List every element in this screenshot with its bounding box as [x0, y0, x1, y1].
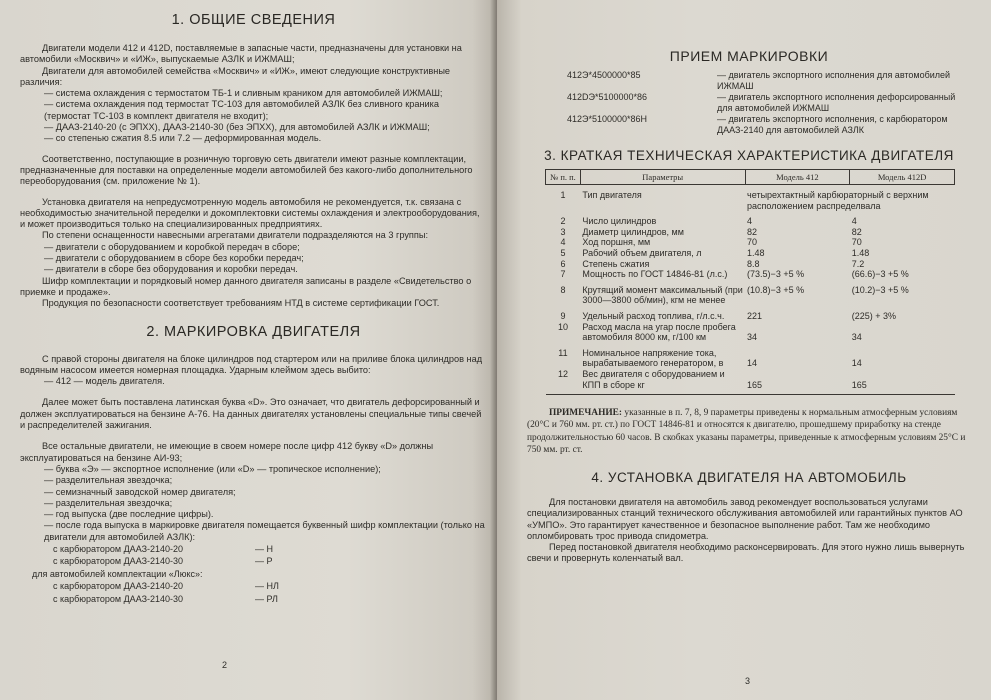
- lux-label: для автомобилей комплектации «Люкс»:: [32, 568, 203, 579]
- marking-code: 412DЭ*5100000*86: [567, 92, 648, 102]
- paragraph: По степени оснащенности навесными агрегатами двигатели подразделяются на 3 группы:: [42, 230, 429, 241]
- value-412d: 70: [851, 237, 862, 248]
- value-412: 34: [747, 332, 758, 343]
- page-number: 3: [745, 676, 751, 686]
- paragraph: Шифр комплектации и порядковый номер данного двигателя записаны в разделе «Свидетельство о приемке и продаже».: [20, 275, 472, 297]
- carburetor-label: с карбюратором ДААЗ-2140-20: [53, 581, 184, 592]
- paragraph: Для постановки двигателя на автомобиль завод рекомендует воспользоваться услугами специализированных станций технического обслуживания автомобилей или гарантийных пунктов АО «УМПО». Это гарантирует качественное и безопасное выполнение работ. Там же необходимо опломбировать трос привода спидометра.: [527, 496, 963, 541]
- note-label: ПРИМЕЧАНИЕ:: [549, 408, 623, 419]
- param-name: Ход поршня, мм: [582, 237, 651, 248]
- paragraph: Далее может быть поставлена латинская буква «D». Это означает, что двигатель дефорсированный и должен эксплуатироваться на бензине А-76. На данных двигателях установлены специальные типы свечей и распределителей зажигания.: [20, 397, 482, 431]
- table-row: [546, 343, 955, 369]
- value-412d: 82: [851, 226, 862, 237]
- paragraph: С правой стороны двигателя на блоке цилиндров под стартером или на приливе блока цилиндров над водяным насосом имеется номерная площадка. Ударным клеймом здесь выбито:: [20, 353, 483, 375]
- table-row: [546, 248, 955, 259]
- column-header: Модель 412: [745, 170, 850, 185]
- param-name: Расход масла на угар после пробега автомобиля 8000 км, г/100 км: [582, 321, 736, 343]
- list-item: — двигатели в сборе без оборудования и коробки передач.: [44, 264, 298, 275]
- list-item: — двигатели с оборудованием в сборе без коробки передач;: [44, 253, 304, 264]
- value-412: 82: [747, 226, 758, 237]
- configuration-code: — Н: [255, 543, 273, 554]
- paragraph: Соответственно, поступающие в розничную торговую сеть двигатели имеют разные комплектации, предназначенные для поставки на определенные модели автомобилей без какого-либо дополнительного переоборудования (см. приложение № 1).: [20, 153, 473, 187]
- paragraph: Двигатели для автомобилей семейства «Москвич» и «ИЖ», имеют следующие конструктивные различия:: [20, 65, 451, 87]
- param-name: Число цилиндров: [582, 216, 657, 227]
- table-row: [546, 237, 955, 248]
- configuration-code: — НЛ: [255, 581, 279, 592]
- paragraph: Установка двигателя на непредусмотренную модель автомобиля не рекомендуется, т.к. связана с необходимостью значительной переделки и докомплектовки системы охлаждения и электрооборудования, и может производиться только на специализированных предприятиях.: [20, 196, 480, 230]
- value-412: 221: [747, 310, 763, 321]
- configuration-code: — Р: [255, 556, 273, 567]
- list-item: — буква «Э» — экспортное исполнение (или «D» — тропическое исполнение);: [44, 463, 381, 474]
- section-2-title: 2. МАРКИРОВКА ДВИГАТЕЛЯ: [146, 323, 361, 340]
- value-412: 1.48: [747, 247, 765, 258]
- carburetor-label: с карбюратором ДААЗ-2140-30: [53, 556, 184, 567]
- param-name: Мощность по ГОСТ 14846-81 (л.с.): [582, 269, 728, 280]
- configuration-code: — РЛ: [255, 593, 278, 604]
- marking-code: 412Э*4500000*85: [567, 70, 641, 80]
- carburetor-label: с карбюратором ДААЗ-2140-30: [53, 593, 184, 604]
- list-item: — 412 — модель двигателя.: [44, 376, 165, 387]
- section-1-title: 1. ОБЩИЕ СВЕДЕНИЯ: [171, 12, 336, 28]
- param-name: Номинальное напряжение тока, вырабатываемого генератором, в: [582, 347, 724, 369]
- marking-description: — двигатель экспортного исполнения, с карбюратором ДААЗ-2140 для автомобилей АЗЛК: [717, 114, 948, 135]
- param-name: Тип двигателя: [582, 190, 642, 200]
- right-page: [497, 0, 991, 700]
- paragraph: Продукция по безопасности соответствует требованиям НТД в системе сертификации ГОСТ.: [42, 298, 440, 309]
- value-412d: 7.2: [851, 258, 865, 269]
- carburetor-label: с карбюратором ДААЗ-2140-20: [53, 543, 184, 554]
- table-row: [546, 306, 955, 322]
- row-number: 12: [557, 368, 568, 379]
- list-item: — разделительная звездочка;: [44, 497, 173, 508]
- row-number: 1: [560, 190, 566, 200]
- table-row: [546, 280, 955, 306]
- param-name: Рабочий объем двигателя, л: [582, 247, 702, 258]
- marking-table: [567, 70, 957, 136]
- list-item: — после года выпуска в маркировке двигателя помещается буквенный шифр комплектации (только на двигатели для автомобилей АЗЛК):: [44, 520, 485, 542]
- list-item: — двигатели с оборудованием и коробкой передач в сборе;: [44, 241, 300, 252]
- table-row: [546, 269, 955, 280]
- row-number: 6: [560, 258, 566, 269]
- value-412d: (66.6)−3 +5 %: [851, 269, 909, 280]
- value-412d: 165: [851, 379, 867, 390]
- marking-description: — двигатель экспортного исполнения для автомобилей ИЖМАШ: [717, 70, 951, 91]
- value-412d: 1.48: [851, 247, 870, 258]
- value-412: 8.8: [747, 258, 760, 269]
- param-value: четырехтактный карбюраторный с верхним расположением распределвала: [747, 190, 929, 211]
- table-row: [546, 227, 955, 238]
- tech-specs-table: [545, 169, 955, 395]
- paragraph: Перед постановкой двигателя необходимо расконсервировать. Для этого нужно лишь вывернуть свечи и провернуть коленчатый вал.: [527, 542, 965, 564]
- marking-title: ПРИЕМ МАРКИРОВКИ: [669, 48, 829, 64]
- param-name: Степень сжатия: [582, 258, 650, 269]
- value-412d: 14: [851, 358, 862, 369]
- paragraph: Все остальные двигатели, не имеющие в своем номере после цифр 412 букву «D» должны эксплуатироваться на бензине АИ-93;: [20, 441, 434, 463]
- configuration-code-table: [32, 543, 280, 606]
- param-name: Крутящий момент максимальный (при 3000—3800 об/мин), кгм не менее: [582, 284, 743, 306]
- row-number: 8: [560, 284, 566, 295]
- value-412: (10.8)−3 +5 %: [747, 284, 805, 295]
- value-412d: 34: [851, 332, 862, 343]
- marking-description: — двигатель экспортного исполнения дефорсированный для автомобилей ИЖМАШ: [717, 92, 956, 113]
- list-item: — ДААЗ-2140-20 (с ЭПХХ), ДААЗ-2140-30 (без ЭПХХ), для автомобилей АЗЛК и ИЖМАШ;: [44, 122, 430, 133]
- value-412: 165: [747, 379, 763, 390]
- value-412d: 4: [851, 216, 857, 227]
- list-item: — разделительная звездочка;: [44, 475, 173, 486]
- value-412: 4: [747, 216, 753, 227]
- row-number: 7: [560, 269, 566, 280]
- row-number: 11: [558, 347, 568, 358]
- table-row: [546, 322, 955, 343]
- value-412: (73.5)−3 +5 %: [747, 269, 805, 280]
- section-3-title: 3. КРАТКАЯ ТЕХНИЧЕСКАЯ ХАРАКТЕРИСТИКА ДВИГАТЕЛЯ: [544, 148, 954, 163]
- table-row: [546, 185, 955, 212]
- note: [527, 407, 971, 456]
- value-412: 14: [747, 358, 758, 369]
- param-name: Вес двигателя с оборудованием и КПП в сборе кг: [582, 368, 725, 390]
- column-header: Параметры: [580, 170, 745, 185]
- list-item: — год выпуска (две последние цифры).: [44, 509, 214, 520]
- marking-code: 412Э*5100000*86Н: [567, 114, 648, 124]
- paragraph: Двигатели модели 412 и 412D, поставляемые в запасные части, предназначены для установки на автомобили «Москвич» и «ИЖ», выпускаемые АЗЛК и ИЖМАШ;: [20, 43, 462, 65]
- table-row: [546, 369, 955, 395]
- row-number: 9: [560, 310, 566, 321]
- list-item: — со степенью сжатия 8.5 или 7.2 — деформированная модель.: [44, 133, 322, 144]
- table-row: [546, 259, 955, 270]
- page-number: 2: [222, 660, 228, 670]
- list-item: — система охлаждения с термостатом ТБ-1 и сливным краником для автомобилей ИЖМАШ;: [44, 88, 443, 99]
- table-row: [546, 211, 955, 227]
- value-412: 70: [747, 237, 758, 248]
- row-number: 5: [560, 247, 566, 258]
- row-number: 10: [557, 321, 568, 332]
- param-name: Удельный расход топлива, г/л.с.ч.: [582, 310, 725, 321]
- row-number: 2: [560, 216, 566, 227]
- column-header: Модель 412D: [850, 170, 955, 185]
- param-name: Диаметр цилиндров, мм: [582, 226, 684, 237]
- section-4-title: 4. УСТАНОВКА ДВИГАТЕЛЯ НА АВТОМОБИЛЬ: [591, 469, 907, 485]
- value-412d: (225) + 3%: [851, 310, 897, 321]
- list-item: — семизначный заводской номер двигателя;: [44, 486, 236, 497]
- note-text: указанные в п. 7, 8, 9 параметры приведены к нормальным атмосферным условиям (20°С и 760 мм. рт. ст.) по ГОСТ 14846-81 и относятся к двигателю, прошедшему приработку на стенде продолжительностью 60 часов. В скобках указаны параметры, приведенные к атмосферным условиям 25°С и 750 мм. рт. ст.: [527, 408, 966, 455]
- column-header: № п. п.: [546, 170, 581, 185]
- row-number: 3: [560, 226, 566, 237]
- value-412d: (10.2)−3 +5 %: [851, 284, 909, 295]
- list-item: — система охлаждения под термостат ТС-103 для автомобилей АЗЛК без сливного краника (термостат ТС-103 в комплект двигателя не входит);: [44, 99, 439, 121]
- row-number: 4: [560, 237, 566, 248]
